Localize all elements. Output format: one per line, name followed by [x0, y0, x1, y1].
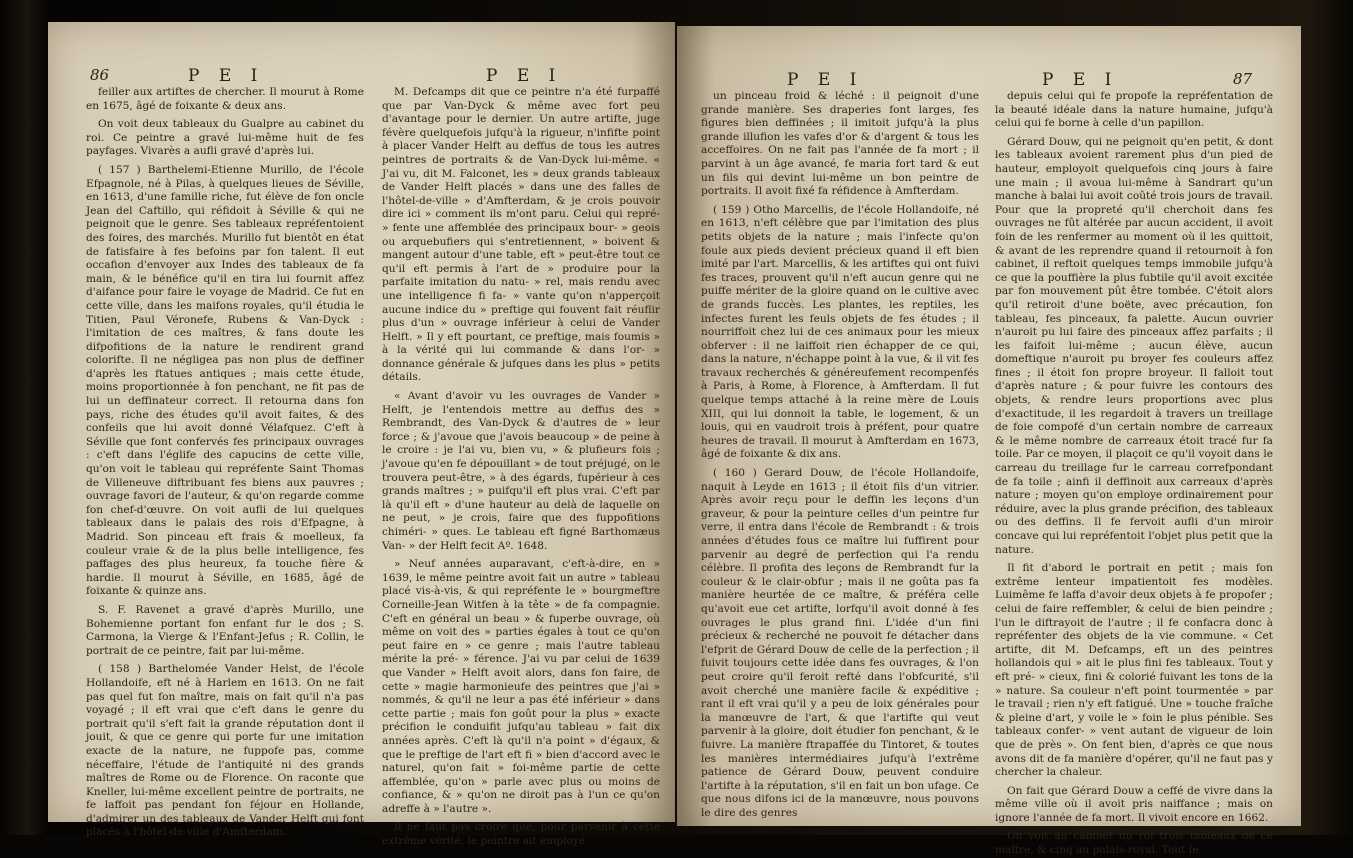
paragraph: On voit deux tableaux du Gualpre au cabinet du roi. Ce peintre a gravé lui-même huit de fes payfages. Vivarès a aufli gravé d'après lui.	[86, 118, 364, 158]
paragraph: ( 158 ) Barthelomée Vander Helst, de l'école Hollandoife, eft né à Harlem en 1613. On ne fait pas quel fut fon maître, mais on fait qu'il n'a pas voyagé ; il eft vrai que c'eft dans le genre du portrait qu'il s'eft fait la grande réputation dont il jouit, & que ce genre qui porte fur une imitation exacte de la nature, ne fuppofe pas, comme néceffaire, l'étude de l'antiquité ni des grands maîtres de Rome ou de Florence. On raconte que Kneller, lui-même excellent peintre de portraits, ne fe laffoit pas pendant fon féjour en Hollande, d'admirer un des tableaux de Vander Helft qui font placés à l'hôtel-de-ville d'Amfterdam.	[86, 663, 364, 839]
left-page	[48, 22, 675, 848]
paragraph: ( 157 ) Barthelemi-Etienne Murillo, de l'école Efpagnole, né à Pilas, à quelques lieues de Séville, en 1613, d'une famille riche, fut élève de fon oncle Jean del Caftillo, qui réfidoit à Séville & qui ne peignoit que le genre. Ses tableaux repréfentoient des foires, des marchés. Murillo fut bientôt en état de fatisfaire à fes befoins par fon talent. Il eut occafion d'envoyer aux Indes des tableaux de fa main, & le bénéfice qu'il en tira lui fournit affez d'aifance pour faire le voyage de Madrid. Ce fut en cette ville, dans les maifons royales, qu'il étudia le Titien, Paul Véronefe, Rubens & Van-Dyck : l'imitation de ces maîtres, & fans doute les difpofitions de la nature le rendirent grand colorifte. Il ne négligea pas non plus de deffiner d'après les ftatues antiques ; mais cette étude, moins proportionnée à fon penchant, ne fit pas de lui un deffinateur correct. Il retourna dans fon pays, riche des études qu'il avoit faites, & des confeils que lui avoit donné Vélafquez. C'eft à Séville que font confervés fes principaux ouvrages : c'eft dans l'églife des capucins de cette ville, qu'on voit le tableau qui repréfente Saint Thomas de Villeneuve diftribuant fes biens aux pauvres ; ouvrage favori de l'auteur, & qu'on regarde comme fon chef-d'œuvre. On voit aufli de lui quelques tableaux dans le palais des rois d'Efpagne, à Madrid. Son pinceau eft frais & moelleux, fa couleur vraie & de la plus belle intelligence, fes paffages des plus heureux, fa touche fière & hardie. Il mourut à Séville, en 1685, âgé de foixante & quinze ans.	[86, 163, 364, 598]
paragraph: » Neuf années auparavant, c'eft-à-dire, en » 1639, le même peintre avoit fait un autre » tableau placé vis-à-vis, & qui repréfente le » bourgmeftre Corneille-Jean Witfen à la tête » de fa compagnie. C'eft en général un beau » & fuperbe ouvrage, où même on voit des » parties égales à tout ce qu'on peut faire en » ce genre ; mais l'autre tableau mérite la pré- » férence. J'ai vu par celui de 1639 que Vander » Helft avoit alors, dans fon faire, de cette » magie harmonieufe des peintres que j'ai » nommés, & qu'il ne leur a pas été inférieur » dans cette partie ; mais fon goût pour la plus » exacte précifion le conduifit jufqu'au tableau » fait dix années après. C'eft là qu'il n'a point » d'égaux, & que le preftige de l'art eft fi » bien d'accord avec le naturel, qu'on fait » foi-même partie de cette affemblée, qu'on » parle avec plus ou moins de confiance, & » qu'on ne diroit pas à l'un ce qu'on adreffe à » l'autre ».	[382, 558, 660, 815]
paragraph: On fait que Gérard Douw a ceffé de vivre dans la même ville où il avoit pris naiffance ; mais on ignore l'année de fa mort. Il vivoit encore en 1662.	[995, 784, 1273, 824]
paragraph: M. Defcamps dit que ce peintre n'a été furpaffé que par Van-Dyck & même avec fort peu d'avantage pour le dernier. Un autre artifte, juge févère quelquefois jufqu'à la rigueur, n'infifte point à placer Vander Helft au deffus de tous les autres peintres de portraits & de Van-Dyck lui-même. « J'ai vu, dit M. Falconet, les » deux grands tableaux de Vander Helft placés » dans une des falles de l'hôtel-de-ville » d'Amfterdam, & je crois pouvoir dire ici » comment ils m'ont paru. Celui qui repré- » fente une affemblée des principaux bour- » geois ou arquebufiers qui s'entretiennent, » boivent & mangent autour d'une table, eft » peut-être tout ce qu'il eft permis à l'art de » produire pour la parfaite imitation du natu- » rel, mais rendu avec une intelligence fi fa- » vante qu'on n'apperçoit aucune indice du » preftige qui fouvent fait réuflir plus d'un » ouvrage inférieur à celui de Vander Helft. » Il y eft pourtant, ce preftige, mais foumis » à la vérité qui lui commande & dans l'or- » donnance générale & jufques dans les plus » petits détails.	[382, 86, 660, 384]
paragraph: un pinceau froid & léché : il peignoit d'une grande manière. Ses draperies font larges, fes figures bien deffinées ; il imitoit jufqu'à la plus grande illufion les vafes d'or & d'argent & tous les acceffoires. On ne fait pas l'année de fa mort ; il parvint à un âge avancé, fe maria fort tard & eut un fils qui devint lui-même un bon peintre de portraits. Il avoit fixé fa réfidence à Amfterdam.	[701, 90, 979, 198]
right-page	[677, 26, 1301, 857]
text-column-1	[86, 86, 364, 840]
page-number: 87	[1233, 70, 1253, 88]
text-column-2	[382, 86, 660, 849]
text-column-2	[995, 90, 1273, 858]
paragraph: Gérard Douw, qui ne peignoit qu'en petit, & dont les tableaux avoient rarement plus d'un pied de hauteur, employoit quelquefois cinq jours à faire une main ; il avoua lui-même à Sandrart qu'un manche à balai lui avoit coûté trois jours de travail. Pour que la propreté qu'il cherchoit dans fes ouvrages ne fût altérée par aucun accident, il avoit foin de les renfermer au moment où il les quittoit, & avant de les reprendre quand il retournoit à fon cabinet, il reftoit quelques temps immobile jufqu'à ce que la pouffière la plus fubtile qu'il avoit excitée par fon mouvement pût être tombée. C'étoit alors qu'il retiroit d'une boëte, avec précaution, fon tableau, fes pinceaux, fa palette. Aucun ouvrier n'auroit pu lui faire des pinceaux affez parfaits ; il les faifoit lui-même ; aucun élève, aucun domeftique n'auroit pu broyer fes couleurs affez fines ; il étoit fon propre broyeur. Il falloit tout d'après nature ; & pour fuivre les contours des objets, & rendre leurs proportions avec plus d'exactitude, il les regardoit à travers un treillage de foie compofé d'un certain nombre de carreaux & le même nombre de carreaux étoit tracé fur fa toile. Par ce moyen, il plaçoit ce qu'il voyoit dans le carreau du treillage fur le carreau correfpondant de fa toile ; ainfi il deffinoit aux carreaux d'après nature ; moyen qu'on employe ordinairement pour réduire, avec la plus grande précifion, des tableaux ou des deffins. Il fe fervoit aufli d'un miroir concave qui lui repréfentoit l'objet plus petit que la nature.	[995, 135, 1273, 556]
paragraph: On voit au cabinet du roi trois tableaux de ce maître, & cinq au palais-royal. Tout le	[995, 830, 1273, 857]
running-head: P E I	[1042, 70, 1119, 90]
paragraph: depuis celui qui fe propofe la repréfentation de la beauté idéale dans la nature humaine, jufqu'à celui qui fe borne à celle d'un papillon.	[995, 90, 1273, 130]
running-head-center: P E I	[486, 66, 563, 86]
paragraph: « Avant d'avoir vu les ouvrages de Vander » Helft, je l'entendois mettre au deffus des » Rembrandt, des Van-Dyck & d'autres de » leur force ; & j'avoue que j'avois beaucoup » de peine à le croire : je l'ai vu, bien vu, » & plufieurs fois ; j'avoue qu'en fe dépouillant » de tout préjugé, on le trouvera peut-être, » à des égards, fupérieur à ces grands maîtres ; » puifqu'il eft plus vrai. C'eft par là qu'il eft » d'une hauteur au delà de laquelle on ne peut, » je crois, faire que des fuppofitions chiméri- » ques. Le tableau eft figné Barthomæus Van- » der Helft fecit Aº. 1648.	[382, 390, 660, 552]
running-head: P E I	[188, 66, 265, 86]
paragraph: Il fit d'abord le portrait en petit ; mais fon extrême lenteur impatientoit fes modèles. Luimême fe laffa d'avoir deux objets à fe propofer ; celui de faire reffembler, & celui de bien peindre ; l'un le diftrayoit de l'autre ; il fe confacra donc à repréfenter des objets de la vie commune. « Cet artifte, dit M. Defcamps, eft un des peintres hollandois qui » ait le plus fini fes tableaux. Tout y eft pré- » cieux, fini & colorié fuivant les tons de la » nature. Sa couleur n'eft point tourmentée » par le travail ; rien n'y eft fatigué. Une » touche fraîche & pleine d'art, y voile le » foin le plus pénible. Ses tableaux confer- » vent autant de vigueur de loin que de près ». On fent bien, d'après ce que nous avons dit de fa manière d'opérer, qu'il ne faut pas y chercher la chaleur.	[995, 562, 1273, 779]
paragraph: ( 160 ) Gerard Douw, de l'école Hollandoife, naquit à Leyde en 1613 ; il étoit fils d'un vitrier. Après avoir reçu pour le deffin les leçons d'un graveur, & pour la peinture celles d'un peintre fur verre, il entra dans l'école de Rembrandt : & trois années d'études fous ce maître lui fuffirent pour parvenir au degré de perfection qui l'a rendu célèbre. Il profita des leçons de Rembrandt fur la couleur & le clair-obfur ; mais il ne goûta pas fa manière heurtée de ce maître, & préféra celle qu'avoit eue cet artifte, lorfqu'il avoit donné à fes ouvrages le plus grand fini. L'idée d'un fini précieux & recherché ne pouvoit fe détacher dans l'efprit de Gérard Douw de celle de la perfection ; il fuivit toujours cette idée dans fes ouvrages, & l'on peut croire qu'il feroit refté dans l'obfcurité, s'il avoit cherché une manière facile & expéditive ; rant il eft vrai qu'il y a peu de loix générales pour la manœuvre de l'art, & que l'artifte qui veut parvenir à la gloire, doit étudier fon penchant, & le fuivre. La manière ftrapaffée du Tintoret, & toutes les manières intermédiaires jufqu'à l'extrême patience de Gérard Douw, peuvent conduire l'artifte à la réputation, s'il en fait un bon ufage. Ce que nous difons ici de la manœuvre, nous pouvons le dire des genres	[701, 467, 979, 819]
paragraph: S. F. Ravenet a gravé d'après Murillo, une Bohemienne portant fon enfant fur le dos ; S. Carmona, la Vierge & l'Enfant-Jefus ; R. Collin, le portrait de ce peintre, fait par lui-même.	[86, 603, 364, 657]
page-number: 86	[90, 66, 110, 84]
paragraph: feiller aux artiftes de chercher. Il mourut à Rome en 1675, âgé de foixante & deux ans.	[86, 86, 364, 112]
paragraph: Il ne faut pas croire que, pour parvenir à cette extrême vérité, le peintre ait employé	[382, 821, 660, 848]
text-column-1	[701, 90, 979, 820]
paragraph: ( 159 ) Otho Marcellis, de l'école Hollandoife, né en 1613, n'eft célèbre que par l'imitation des plus petits objets de la nature ; mais l'infecte qu'on foule aux pieds devient précieux quand il eft bien imité par l'art. Marcellis, & les artiftes qui ont fuivi fes traces, prouvent qu'il n'eft aucun genre qui ne puiffe mériter de la gloire quand on le cultive avec de grands fuccès. Les plantes, les reptiles, les infectes furent les feuls objets de fes études ; il nourriffoit chez lui de ces animaux pour les mieux obferver : il ne laiffoit rien échapper de ce qui, dans la nature, n'échappe point à la vue, & il vit fes travaux recherchés & généreufement recompenfés à Paris, à Rome, à Florence, à Amfterdam. Il fut quelque temps attaché à la reine mère de Louis XIII, qui lui donnoit la table, le logement, & un louis, qui en vaudroit trois à préfent, pour quatre heures de travail. Il mourut à Amfterdam en 1673, âgé de foixante & dix ans.	[701, 203, 979, 461]
running-head-center: P E I	[787, 70, 864, 90]
